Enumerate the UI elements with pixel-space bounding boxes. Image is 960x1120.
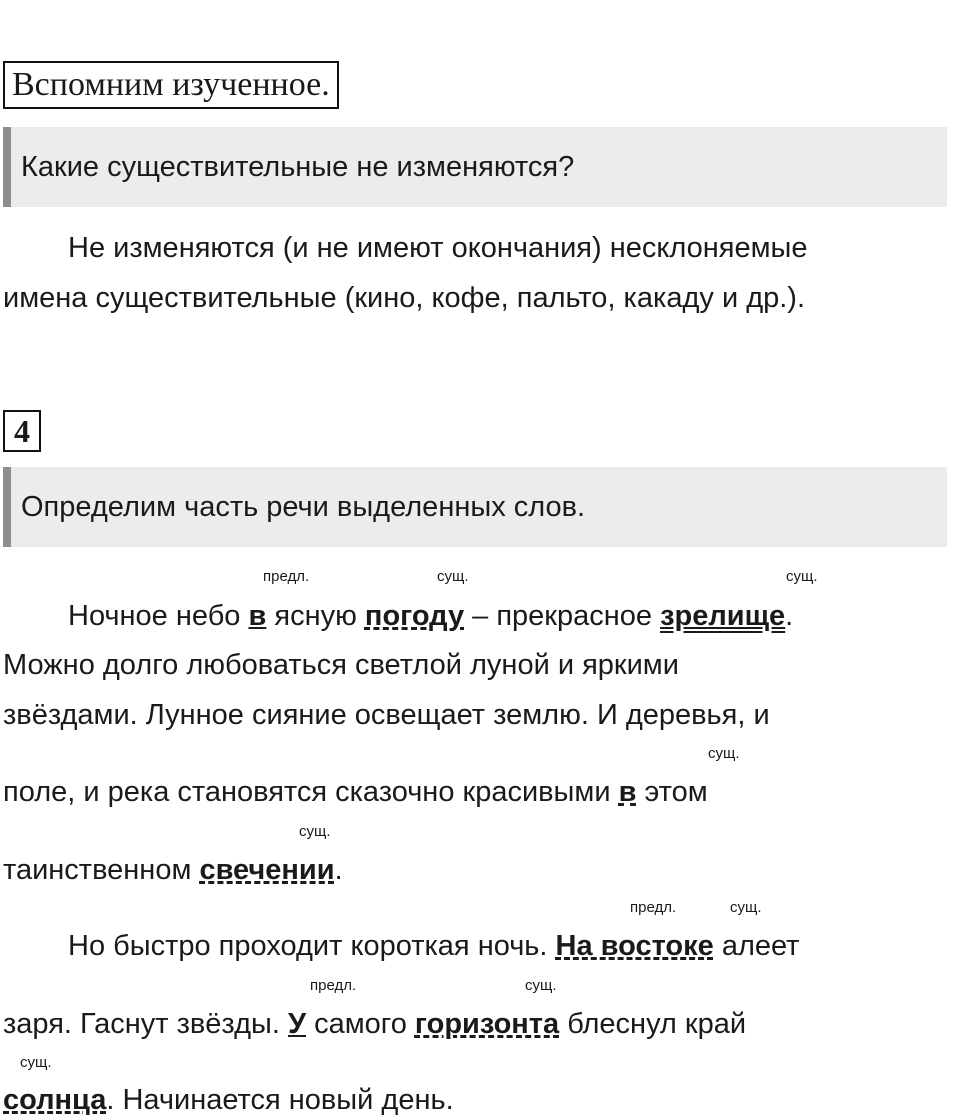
highlighted-word: в (248, 600, 267, 632)
text-line: Ночное небо в ясную погоду – прекрасное зрелище. (68, 600, 794, 632)
text-line: Можно долго любоваться светлой луной и яркими (3, 649, 679, 681)
highlighted-word: На востоке (555, 930, 714, 962)
pos-label-noun: сущ. (299, 823, 331, 840)
highlighted-word: в (618, 776, 637, 808)
pos-label-noun: сущ. (708, 745, 740, 762)
pos-label-prep: предл. (263, 568, 310, 585)
pos-label-noun: сущ. (525, 977, 557, 994)
section-title: Вспомним изученное. (3, 61, 339, 109)
pos-label-noun: сущ. (786, 568, 818, 585)
text-line: звёздами. Лунное сияние освещает землю. И деревья, и (3, 699, 770, 731)
answer-line: имена существительные (кино, кофе, пальто, какаду и др.). (3, 282, 806, 314)
text-line: поле, и река становятся сказочно красивыми в этом (3, 776, 708, 808)
answer-line: Не изменяются (и не имеют окончания) несклоняемые (68, 232, 808, 264)
task-question-box: Определим часть речи выделенных слов. (3, 467, 947, 547)
highlighted-word: погоду (364, 600, 465, 632)
question-box: Какие существительные не изменяются? (3, 127, 947, 207)
task-number: 4 (3, 410, 41, 452)
text-line: Но быстро проходит короткая ночь. На востоке алеет (68, 930, 800, 962)
highlighted-word: солнца (3, 1084, 107, 1116)
text-line: заря. Гаснут звёзды. У самого горизонта блеснул край (3, 1008, 747, 1040)
highlighted-word: свечении (199, 854, 335, 886)
pos-label-prep: предл. (310, 977, 357, 994)
pos-label-noun: сущ. (437, 568, 469, 585)
text-line: таинственном свечении. (3, 854, 343, 886)
highlighted-word: У (287, 1008, 307, 1040)
pos-label-noun: сущ. (730, 899, 762, 916)
pos-label-noun: сущ. (20, 1054, 52, 1071)
highlighted-word: зрелище (660, 600, 786, 632)
text-line: солнца. Начинается новый день. (3, 1084, 454, 1116)
pos-label-prep: предл. (630, 899, 677, 916)
highlighted-word: горизонта (414, 1008, 560, 1040)
